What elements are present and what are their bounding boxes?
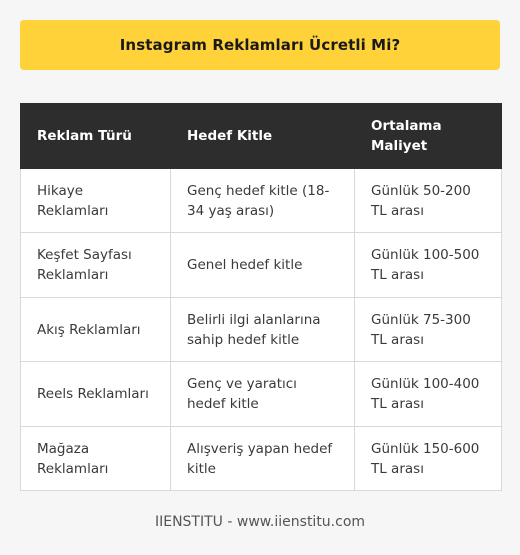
table-row: [21, 362, 502, 427]
column-header-ad-type: Reklam Türü: [21, 104, 171, 169]
average-cost-cell: Günlük 50-200 TL arası: [355, 169, 502, 233]
ad-types-table: [20, 103, 502, 491]
ad-type-cell: Reels Reklamları: [21, 362, 171, 427]
target-audience-cell: Genç hedef kitle (18-34 yaş arası): [171, 169, 355, 233]
average-cost-cell: Günlük 150-600 TL arası: [355, 427, 502, 491]
title-banner: [20, 20, 500, 70]
column-header-target-audience: Hedef Kitle: [171, 104, 355, 169]
ad-type-cell: Keşfet Sayfası Reklamları: [21, 233, 171, 298]
target-audience-cell: Belirli ilgi alanlarına sahip hedef kitle: [171, 298, 355, 362]
ad-type-cell: Akış Reklamları: [21, 298, 171, 362]
target-audience-cell: Alışveriş yapan hedef kitle: [171, 427, 355, 491]
footer-credit: IIENSTITU - www.iienstitu.com: [154, 514, 366, 530]
average-cost-cell: Günlük 100-400 TL arası: [355, 362, 502, 427]
table-row: [21, 233, 502, 298]
average-cost-cell: Günlük 100-500 TL arası: [355, 233, 502, 298]
table-row: [21, 298, 502, 362]
target-audience-cell: Genç ve yaratıcı hedef kitle: [171, 362, 355, 427]
target-audience-cell: Genel hedef kitle: [171, 233, 355, 298]
ad-type-cell: Mağaza Reklamları: [21, 427, 171, 491]
column-header-average-cost: Ortalama Maliyet: [355, 104, 502, 169]
table-row: [21, 427, 502, 491]
ad-type-cell: Hikaye Reklamları: [21, 169, 171, 233]
table-row: [21, 169, 502, 233]
page-title: Instagram Reklamları Ücretli Mi?: [119, 36, 401, 54]
average-cost-cell: Günlük 75-300 TL arası: [355, 298, 502, 362]
table-header-row: [21, 104, 502, 169]
